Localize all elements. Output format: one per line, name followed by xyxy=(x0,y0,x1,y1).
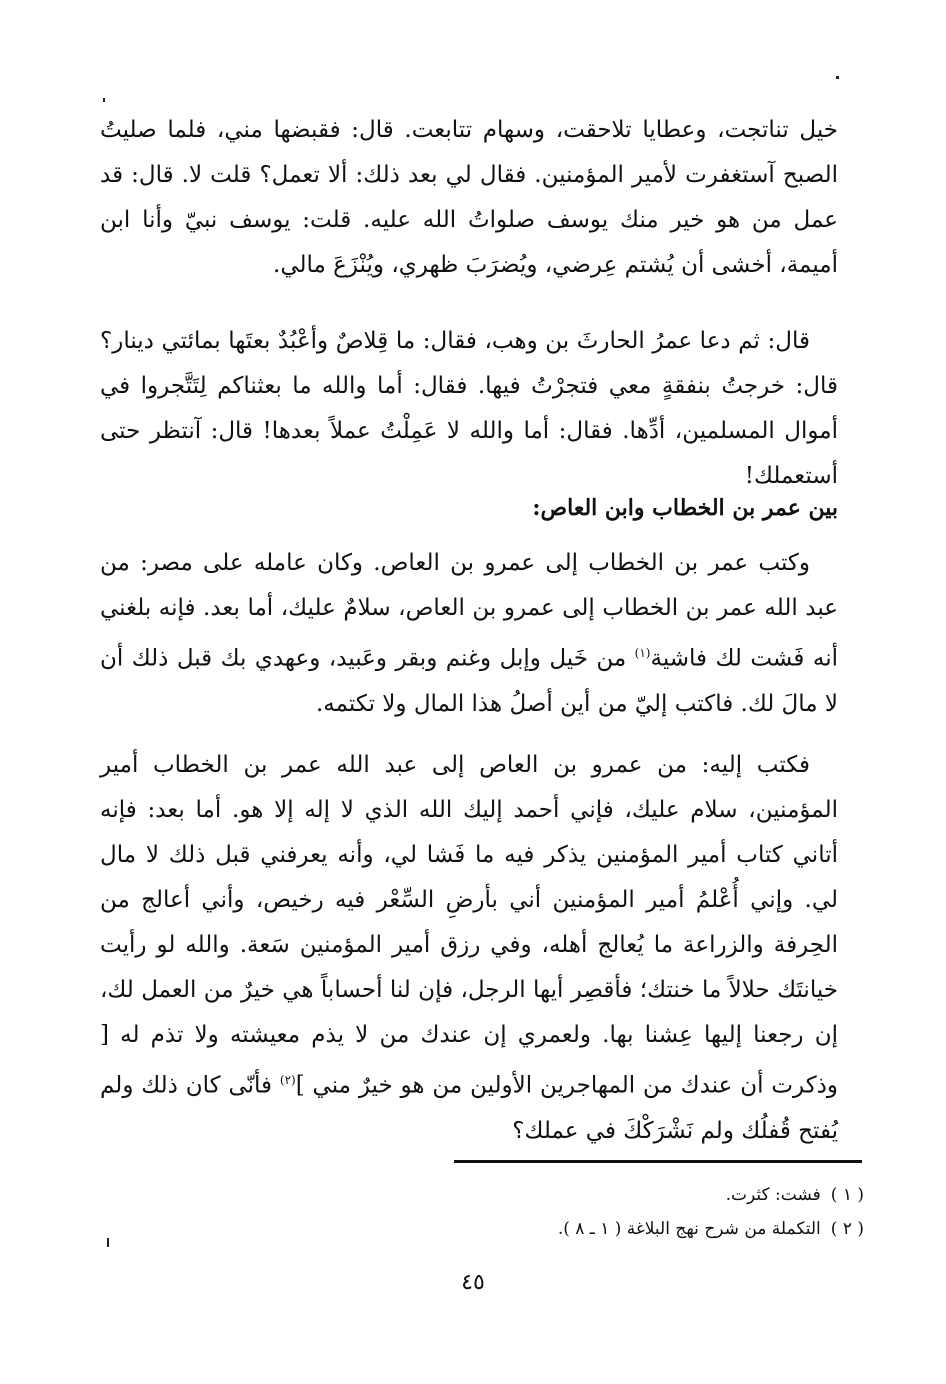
footnote-divider xyxy=(454,1160,862,1163)
footnote-2-text: التكملة من شرح نهج البلاغة ( ١ ـ ٨ ). xyxy=(557,1219,821,1239)
section-heading: بين عمر بن الخطاب وابن العاص: xyxy=(532,495,838,521)
paragraph-2-text: قال: ثم دعا عمرُ الحارثَ بن وهب، فقال: ما قِلاصٌ وأعْبُدٌ بعتَها بمائتي دينار؟ قال: خرجتُ بنفقةٍ معي فتجرْتُ فيها. فقال: أما والله ما بعثناكم لِتَتَّجروا في أموال المسلمين، أدِّها. فقال: أما والله لا عَمِلْتُ عملاً بعدها! قال: آنتظر حتى أستعملك! xyxy=(100,328,838,489)
scan-speck xyxy=(836,76,839,79)
footnote-ref-2: (٢) xyxy=(279,1073,296,1087)
footnote-1-text: فشت: كثرت. xyxy=(725,1185,821,1205)
paragraph-4 xyxy=(100,743,838,1154)
paragraph-3-part-2: من خَيل وإبل وغنم وبقر وعَبيد، وعهدي بك قبل ذلك أن لا مالَ لك. فاكتب إليّ من أين أصلُ هذا المال ولا تكتمه. xyxy=(100,645,838,717)
footnotes xyxy=(104,1178,864,1246)
footnote-2-number: ( ٢ ) xyxy=(830,1219,864,1239)
paragraph-3-text xyxy=(100,541,838,727)
footnote-ref-1: (١) xyxy=(634,646,651,660)
scan-speck xyxy=(103,98,105,102)
paragraph-1 xyxy=(100,108,838,288)
paragraph-4-part-2: فأنّى كان ذلك ولم يُفتح قُفلُك ولم نَشْرَكْكَ في عملك؟ xyxy=(100,1072,838,1144)
paragraph-4-part-1: فكتب إليه: من عمرو بن العاص إلى عبد الله عمر بن الخطاب أمير المؤمنين، سلام عليك، فإني أحمد إليك الله الذي لا إله إلا هو. أما بعد: فإنه أتاني كتاب أمير المؤمنين يذكر فيه ما فَشا لي، وأنه يعرفني قبل ذلك لا مال لي. وإني أُعْلمُ أمير المؤمنين أني بأرضِ السِّعْر فيه رخيص، وأني أعالج من الحِرفة والزراعة ما يُعالج أهله، وفي رزق أمير المؤمنين سَعة. والله لو رأيت خيانتَك حلالاً ما خنتك؛ فأقصِر أيها الرجل، فإن لنا أحساباً هي خيرٌ من العمل لك، إن رجعنا إليها عِشنا بها. ولعمري إن عندك من لا يذم معيشته ولا تذم له [ وذكرت أن عندك من المهاجرين الأولين من هو خيرٌ مني ] xyxy=(100,752,838,1099)
page-number: ٤٥ xyxy=(461,1270,485,1295)
footnote-1 xyxy=(104,1178,864,1212)
paragraph-1-text: خيل تناتجت، وعطايا تلاحقت، وسهام تتابعت. قال: فقبضها مني، فلما صليتُ الصبح آستغفرت لأمير المؤمنين. فقال لي بعد ذلك: ألا تعمل؟ قلت لا. قال: قد عمل من هو خير منك يوسف صلواتُ الله عليه. قلت: يوسف نبيّ وأنا ابن أميمة، أخشى أن يُشتم عِرضي، ويُضرَبَ ظهري، ويُنْزَعَ مالي. xyxy=(100,117,838,278)
paragraph-3-part-1: وكتب عمر بن الخطاب إلى عمرو بن العاص. وكان عامله على مصر: من عبد الله عمر بن الخطاب إلى عمرو بن العاص، سلامٌ عليك، أما بعد. فإنه بلغني أنه فَشت لك فاشية xyxy=(100,550,838,672)
scan-speck xyxy=(107,1238,109,1247)
paragraph-3 xyxy=(100,541,838,727)
footnote-1-number: ( ١ ) xyxy=(830,1185,864,1205)
paragraph-2 xyxy=(100,319,838,499)
footnote-2 xyxy=(104,1212,864,1246)
paragraph-4-text xyxy=(100,743,838,1154)
